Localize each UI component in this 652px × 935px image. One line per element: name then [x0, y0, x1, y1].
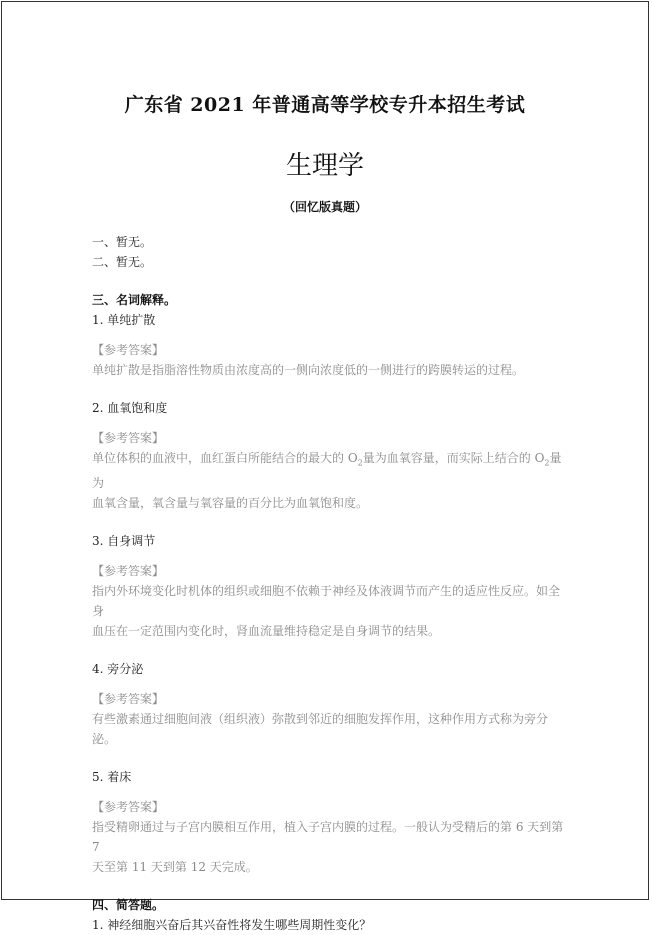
answer-1-line-1: 单纯扩散是指脂溶性物质由浓度高的一侧向浓度低的一侧进行的跨膜转运的过程。	[92, 363, 525, 377]
answer-2-part-b: 量为血氧容量，而实际上结合的 O	[362, 451, 545, 465]
answer-tag-5: 【参考答案】	[92, 800, 165, 815]
answer-4-line-1: 有些激素通过细胞间液（组织液）弥散到邻近的细胞发挥作用，这种作用方式称为旁分泌。	[92, 712, 549, 747]
answer-2-part-c: 量为	[92, 451, 562, 491]
o2-subscript-a: 2	[357, 458, 363, 468]
answer-2-part-a: 单位体积的血液中，血红蛋白所能结合的最大的 O	[92, 451, 358, 465]
section-three-title: 三、名词解释。	[92, 293, 177, 307]
answer-tag-1: 【参考答案】	[92, 343, 165, 357]
answer-tag-2: 【参考答案】	[92, 431, 165, 445]
exam-title: 广东省 2021 年普通高等学校专升本招生考试	[124, 94, 526, 116]
term-question-3: 3. 自身调节	[92, 534, 156, 549]
term-question-1: 1. 单纯扩散	[92, 313, 156, 327]
section-one: 一、暂无。	[92, 235, 153, 249]
term-question-5: 5. 着床	[92, 770, 132, 785]
subject-title: 生理学	[285, 151, 364, 181]
answer-2-line-2: 血氧含量，氧含量与氧容量的百分比为血氧饱和度。	[92, 496, 369, 511]
answer-5-line-1: 指受精卵通过与子宫内膜相互作用，植入子宫内膜的过程。一般认为受精后的第 6 天到第 7	[92, 820, 564, 855]
answer-3-line-1: 指内外环境变化时机体的组织或细胞不依赖于神经及体液调节而产生的适应性反应。如全身	[92, 584, 561, 619]
answer-tag-3: 【参考答案】	[92, 564, 165, 579]
section-two: 二、暂无。	[92, 255, 153, 269]
edition-label: （回忆版真题）	[282, 200, 367, 214]
answer-2-line-1	[92, 448, 567, 493]
answer-5-line-2: 天至第 11 天到第 12 天完成。	[92, 860, 258, 875]
term-question-4: 4. 旁分泌	[92, 662, 144, 677]
document-page	[1, 1, 649, 933]
answer-tag-4: 【参考答案】	[92, 692, 165, 707]
o2-subscript-b: 2	[544, 458, 550, 468]
answer-3-line-2: 血压在一定范围内变化时，肾血流量维持稳定是自身调节的结果。	[92, 624, 441, 639]
section-four-title: 四、简答题。	[92, 898, 165, 913]
term-question-2: 2. 血氧饱和度	[92, 401, 168, 415]
short-answer-question-1: 1. 神经细胞兴奋后其兴奋性将发生哪些周期性变化？	[92, 918, 372, 933]
document-body	[92, 232, 567, 935]
